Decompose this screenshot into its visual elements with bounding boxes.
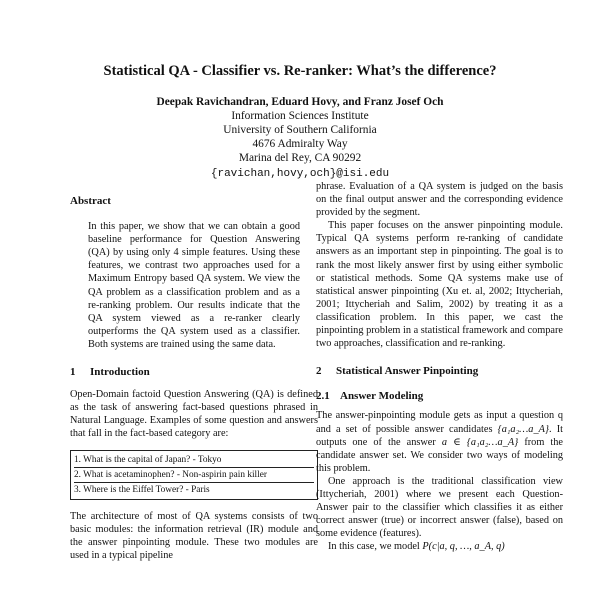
- section-heading-introduction: [70, 366, 318, 379]
- example-row: 1. What is the capital of Japan? - Tokyo: [74, 453, 314, 468]
- section-number: 1: [70, 366, 76, 379]
- focus-paragraph: This paper focuses on the answer pinpointing module. Typical QA systems perform re-ranking of candidate answers as an important step in pinpointing. The goal is to rank the most likely answer first by using either symbolic or statistical methods. Some QA systems make use of statistical answer pinpointing (Xu et. al, 2002; Ittycheriah, 2001; Ittycheriah and Salim, 2002) by treating it as a classification problem. In this paper, we cast the pinpointing problem in a statistical framework and compare two approaches, classification and re-ranking.: [316, 220, 563, 350]
- subsection-title: Answer Modeling: [340, 390, 424, 403]
- paragraph-continuation: phrase. Evaluation of a QA system is judged on the basis on the final output answer and the corresponding evidence provided by the segment.: [316, 181, 563, 219]
- authors: Deepak Ravichandran, Eduard Hovy, and Franz Josef Och: [156, 96, 444, 108]
- example-table: [70, 450, 318, 500]
- affiliation-line: 4676 Admiralty Way: [252, 138, 348, 150]
- example-row: 3. Where is the Eiffel Tower? - Paris: [74, 484, 210, 495]
- right-column: [316, 180, 563, 553]
- probability-formula: P(c|a, q, …, a_A, q): [422, 541, 505, 553]
- affiliation-line: University of Southern California: [223, 124, 377, 136]
- example-row: 2. What is acetaminophen? - Non-aspirin pain killer: [74, 468, 314, 483]
- author-email: {ravichan,hovy,och}@isi.edu: [210, 168, 390, 180]
- modeling-text: from the candidate answer set. We consider two ways of modeling this problem.: [316, 436, 563, 474]
- section-title: Statistical Answer Pinpointing: [336, 365, 479, 378]
- section-heading-pinpointing: [316, 365, 563, 378]
- intro-paragraph: The architecture of most of QA systems consists of two basic modules: the information retrieval (IR) module and the answer pinpointing module. These two modules are used in a typical pipeline: [70, 510, 318, 561]
- left-column: [70, 192, 318, 562]
- abstract-heading: Abstract: [70, 195, 111, 207]
- modeling-text: . It outputs one of the answer: [316, 423, 563, 448]
- author-block: [100, 95, 500, 181]
- intro-paragraph: Open-Domain factoid Question Answering (QA) is defined as the task of answering fact-based questions phrased in Natural Language. Examples of some question and answers that fall in the fact-based category are:: [70, 389, 318, 440]
- subsection-heading-answer-modeling: [316, 390, 563, 403]
- model-paragraph: [316, 540, 563, 553]
- affiliation-line: Information Sciences Institute: [231, 110, 369, 122]
- candidate-set-formula: {a₁a₂…a_A}: [497, 423, 550, 435]
- section-title: Introduction: [90, 366, 150, 379]
- section-number: 2: [316, 365, 322, 378]
- subsection-number: 2.1: [316, 390, 330, 403]
- abstract-text: In this paper, we show that we can obtain a good baseline performance for Question Answering (QA) by using only 4 simple features. Using these features, we contrast two approaches used for a Maximum Entropy based QA system. We view the QA problem as a classification problem and as a re-ranking problem. Our results indicate that the QA system viewed as a re-ranker clearly outperforms the QA system used as a classifier. Both systems are trained using the same data.: [88, 221, 300, 350]
- modeling-text: The answer-pinpointing module gets as input a question q and a set of possible answer candidates: [316, 410, 563, 435]
- classification-paragraph: One approach is the traditional classification view (Ittycheriah, 2001) where we present each Question-Answer pair to the classifier which classifies it as either correct answer (true) or incorrect answer (false), based on some evidence (features).: [316, 475, 563, 540]
- answer-formula: a ∈ {a₁a₂…a_A}: [441, 436, 519, 448]
- modeling-paragraph: [316, 409, 563, 474]
- affiliation-line: Marina del Rey, CA 90292: [238, 152, 362, 164]
- model-text: In this case, we model: [328, 541, 420, 553]
- paper-title: Statistical QA - Classifier vs. Re-ranker: What’s the difference?: [103, 63, 497, 79]
